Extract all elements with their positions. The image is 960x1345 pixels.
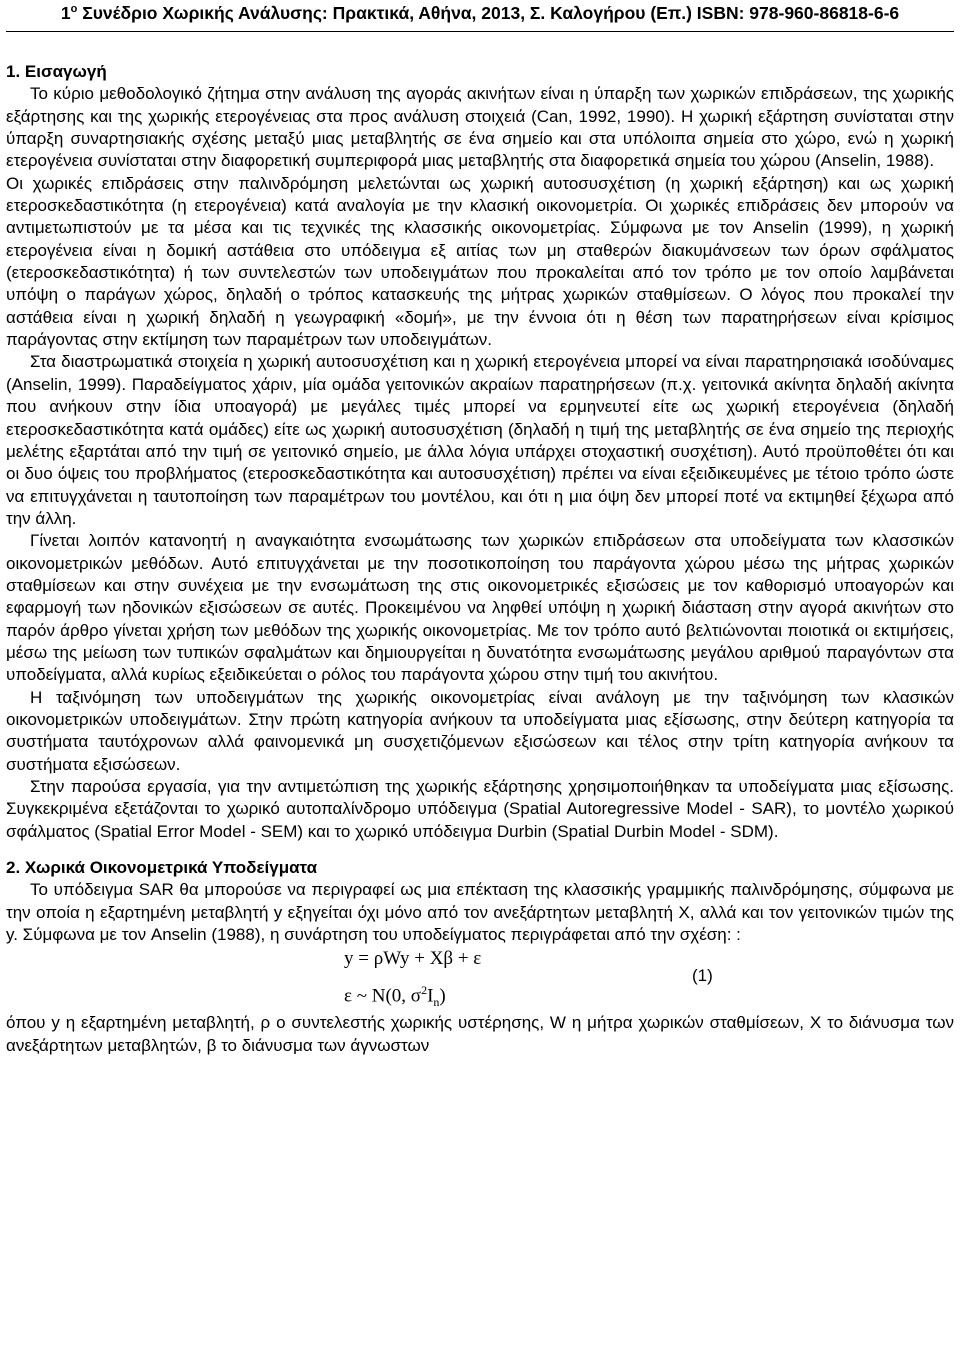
- equation-number: (1): [692, 966, 713, 986]
- header-number: 1: [60, 3, 71, 23]
- header-rule: [6, 31, 954, 32]
- section-2-title: 2. Χωρικά Οικονομετρικά Υποδείγματα: [6, 858, 318, 878]
- section-2-paragraph-1: Το υπόδειγμα SAR θα μπορούσε να περιγραφεί ως μια επέκταση της κλασσικής γραμμικής παλινδρόμησης, σύμφωνα με την οποία η εξαρτημένη μεταβλητή y εξηγείται όχι μόνο από τον ανεξάρτητων μεταβλητή X, αλλά και τον γειτονικών τιμών της y. Σύμφωνα με τον Anselin (1988), η συνάρτηση του υποδείγματος περιγράφεται από την σχέση: :: [6, 880, 954, 945]
- header-text: Συνέδριο Χωρικής Ανάλυσης: Πρακτικά, Αθήνα, 2013, Σ. Καλογήρου (Επ.) ISBN: 978-960-86818-6-6: [77, 3, 900, 23]
- section-1-title: 1. Εισαγωγή: [6, 62, 107, 81]
- equation-line-2-sup: 2: [421, 983, 428, 998]
- header-superscript: ο: [70, 3, 78, 16]
- equation-line-2-suffix: ): [439, 985, 446, 1007]
- equation-line-2-mid: I: [427, 985, 434, 1007]
- equation-line-2: [344, 979, 446, 1013]
- running-header: [0, 2, 960, 24]
- equation-line-2-sub: n: [433, 995, 440, 1010]
- equation-1: [6, 948, 954, 1010]
- equation-line-1: y = ρWy + Xβ + ε: [344, 948, 482, 970]
- section-1-paragraph-4: Γίνεται λοιπόν κατανοητή η αναγκαιότητα ενσωμάτωσης των χωρικών επιδράσεων στα υποδείγματα των κλασσικών οικονομετρικών μεθόδων. Αυτό επιτυγχάνεται με την ποσοτικοποίηση του παράγοντα χώρου μέσω της μήτρας χωρικών σταθμίσεων και στην συνέχεια με την ενσωμάτωση της στις οικονομετρικές εξισώσεις με τον καθορισμό υποαγορών και εφαρμογή των ηδονικών εξισώσεων σε αυτές. Προκειμένου να ληφθεί υπόψη η χωρική διάσταση στην αγορά ακινήτων στο παρόν άρθρο γίνεται χρήση των μεθόδων της χωρικής οικονομετρίας. Με τον τρόπο αυτό βελτιώνονται ποιοτικά οι εκτιμήσεις, μέσω της μείωση των τυπικών σφαλμάτων και δημιουργείται η δυνατότητα ενσωμάτωσης μεγάλου αριθμού παραγόντων στα υποδείγματα, αλλά κυρίως εξειδικεύεται ο ρόλος του παράγοντα χώρου στην τιμή του ακινήτου.: [6, 531, 954, 685]
- section-2-after-equation: όπου y η εξαρτημένη μεταβλητή, ρ ο συντελεστής χωρικής υστέρησης, W η μήτρα χωρικών σταθμίσεων, X το διάνυσμα των ανεξάρτητων μεταβλητών, β το διάνυσμα των άγνωστων: [6, 1013, 954, 1055]
- section-1-paragraph-5: Η ταξινόμηση των υποδειγμάτων της χωρικής οικονομετρίας είναι ανάλογη με την ταξινόμηση των κλασικών οικονομετρικών υποδειγμάτων. Στην πρώτη κατηγορία ανήκουν τα υποδείγματα μιας εξίσωσης, στην δεύτερη κατηγορία τα συστήματα ταυτόχρονων αλλά φαινομενικά μη συσχετιζόμενων εξισώσεων και τέλος στην τρίτη κατηγορία ανήκουν τα συστήματα εξισώσεων.: [6, 687, 954, 774]
- section-1-paragraph-6: Στην παρούσα εργασία, για την αντιμετώπιση της χωρικής εξάρτησης χρησιμοποιήθηκαν τα υποδείγματα μιας εξίσωσης. Συγκεκριμένα εξετάζονται το χωρικό αυτοπαλίνδρομο υπόδειγμα (Spatial Autoregressive Model - SAR), το μοντέλο χωρικού σφάλματος (Spatial Error Model - SEM) και το χωρικό υπόδειγμα Durbin (Spatial Durbin Model - SDM).: [6, 777, 954, 841]
- section-1-paragraph-2: Οι χωρικές επιδράσεις στην παλινδρόμηση μελετώνται ως χωρική αυτοσυσχέτιση (η χωρική εξάρτηση) και ως χωρική ετεροσκεδαστικότητα (η ετερογένεια) κατά αναλογία με την κλασική οικονομετρία. Οι χωρικές επιδράσεις δεν μπορούν να αντιμετωπιστούν με τα μέσα και τις τεχνικές της κλασσικής οικονομετρίας. Σύμφωνα με τον Anselin (1999), η χωρική ετερογένεια είναι η δομική αστάθεια στο υπόδειγμα εξ αιτίας των μη σταθερών διακυμάνσεων των όρων σφάλματος (ετεροσκεδαστικότητα) ή των συντελεστών των υποδειγμάτων που προκαλείται από τον τρόπο με τον οποίο λαμβάνεται υπόψη ο παράγων χώρος, δηλαδή ο τρόπος κατασκευής της μήτρας χωρικών σταθμίσεων. Ο λόγος που προκαλεί την αστάθεια είναι η χωρική δηλαδή η γεωγραφική «δομή», με την έννοια ότι η θέση των παρατηρήσεων είναι κρίσιμος παράγοντας στην εκτίμηση των παραμέτρων των υποδειγμάτων.: [6, 173, 954, 350]
- section-1-paragraph-3: Στα διαστρωματικά στοιχεία η χωρική αυτοσυσχέτιση και η χωρική ετερογένεια μπορεί να είναι παρατηρησιακά ισοδύναμες (Anselin, 1999). Παραδείγματος χάριν, μία ομάδα γειτονικών ακραίων παρατηρήσεων (π.χ. γειτονικά ακίνητα δηλαδή ακίνητα που ανήκουν στην ίδια υποαγορά) με μεγάλες τιμές μπορεί να ερμηνευτεί είτε ως χωρική ετερογένεια (δηλαδή ετεροσκεδαστικότητα κατά ομάδες) είτε ως χωρική αυτοσυσχέτιση (δηλαδή η τιμή της μεταβλητής σε ένα σημείο της περιοχής μελέτης εξαρτάται από την τιμή σε γειτονικό σημείο, με άλλα λόγια υπάρχει στοχαστική συσχέτιση). Αυτό προϋποθέτει ότι και οι δυο όψεις του προβλήματος (ετεροσκεδαστικότητα και αυτοσυσχέτιση) πρέπει να είναι εξειδικευμένες με τέτοιο τρόπο ώστε να επιτυγχάνεται η ταυτοποίηση των παραμέτρων του μοντέλου, και ότι η μια όψη δεν μπορεί ποτέ να εκτιμηθεί ξέχωρα από την άλλη.: [6, 352, 954, 528]
- section-1-paragraph-1: Το κύριο μεθοδολογικό ζήτημα στην ανάλυση της αγοράς ακινήτων είναι η ύπαρξη των χωρικών επιδράσεων, της χωρικής εξάρτησης και της χωρικής ετερογένειας στα προς ανάλυση στοιχειά (Can, 1992, 1990). Η χωρική εξάρτηση συνίσταται στην ύπαρξη συναρτησιακής σχέσης μεταξύ μιας μεταβλητής σε ένα σημείο και στα υπόλοιπα σημεία στο χώρο, ενώ η χωρική ετερογένεια συνίσταται στην διαφορετική συμπεριφορά μιας μεταβλητής στα διαφορετικά σημεία του χώρου (Anselin, 1988).: [6, 84, 954, 171]
- page-body: [6, 61, 954, 1057]
- equation-line-2-prefix: ε ~ N(0, σ: [344, 985, 422, 1007]
